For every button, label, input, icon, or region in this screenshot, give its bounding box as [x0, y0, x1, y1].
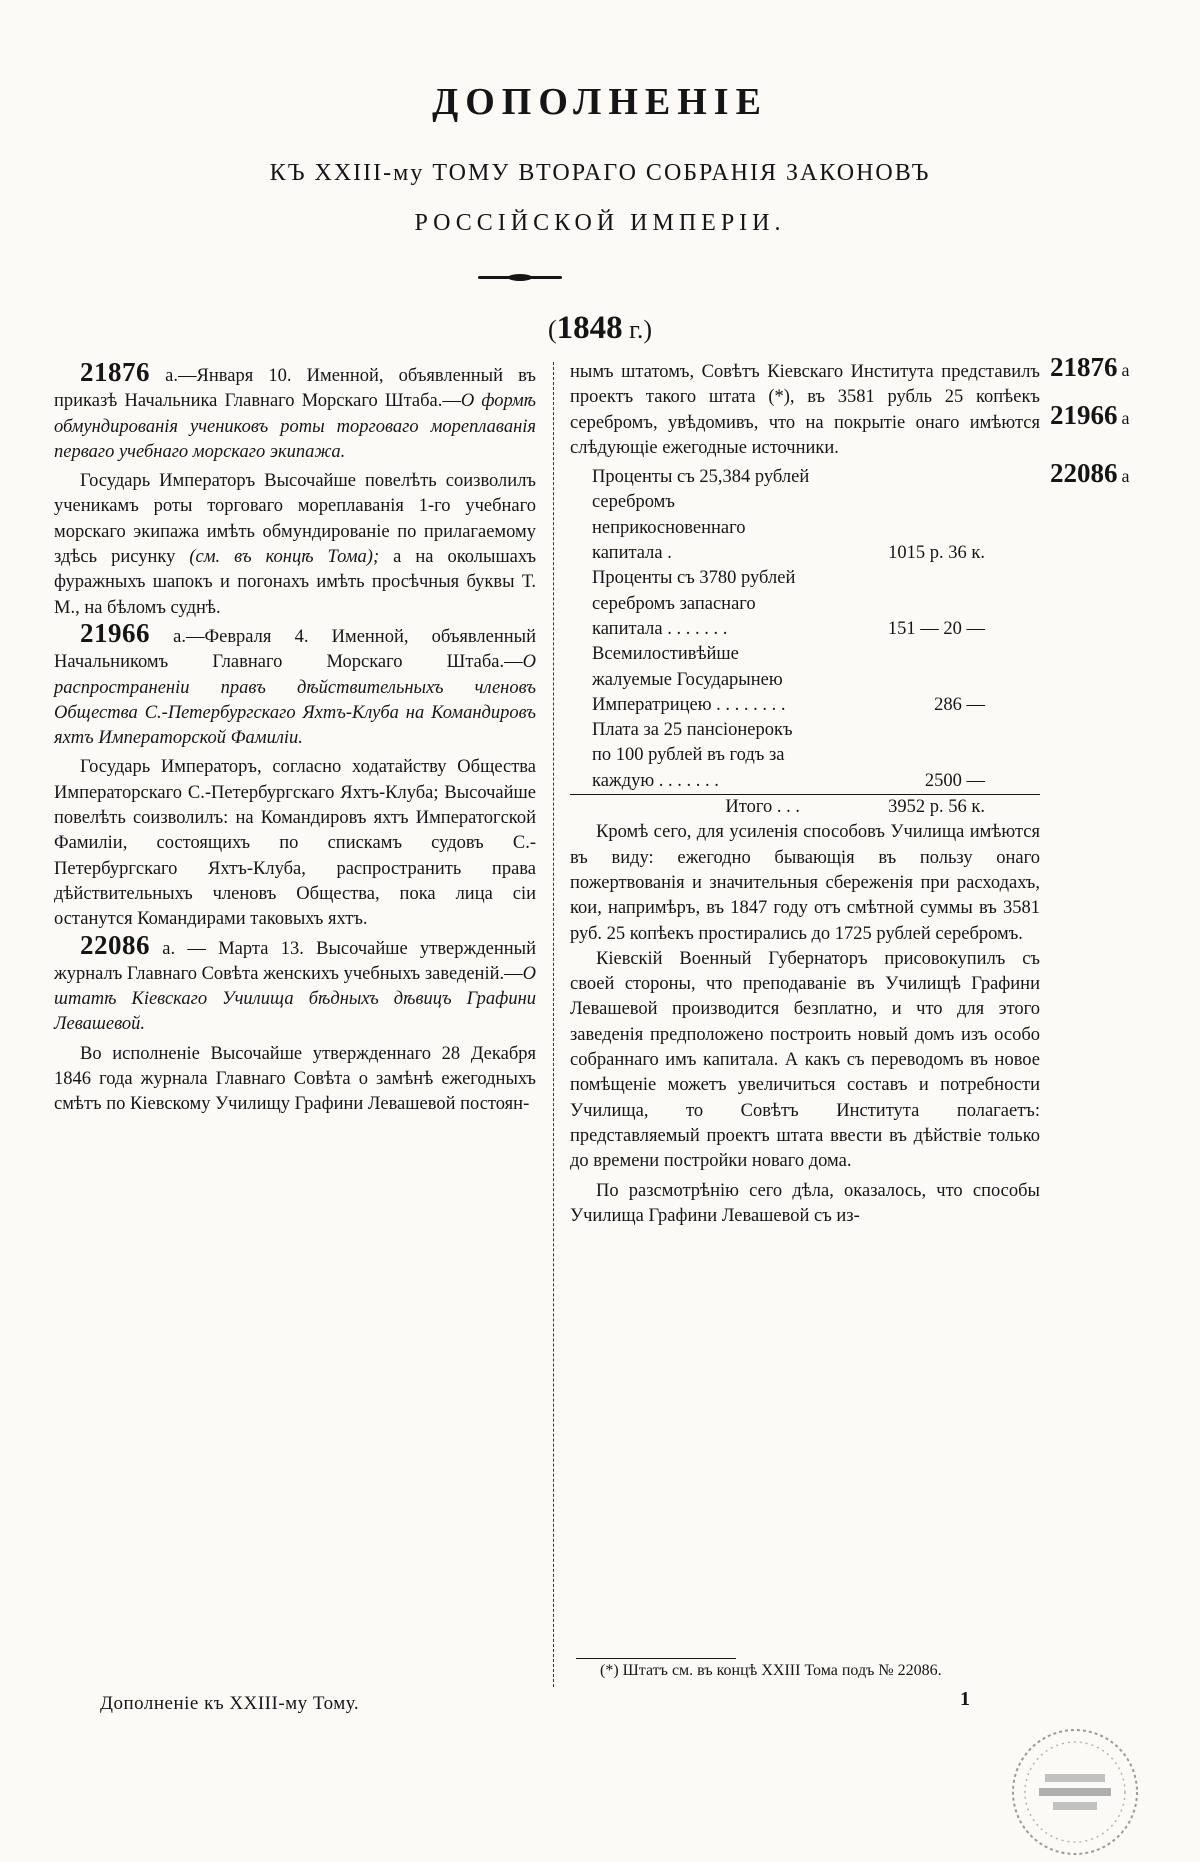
entry-21966-text: Государь Императоръ, согласно ходатайству Общества Императорскаго С.-Петербургскаго Яхтъ-Клуба; Высочайше повелѣть соизволилъ: на Командировъ яхтъ Импeратогской Фамиліи, состоящихъ по спискамъ судовъ С.-Петербургскаго Яхтъ-Клуба, распространить права дѣйствительныхъ членовъ Общества, пока лица сіи останутся Командирами таковыхъ яхтъ. — [54, 757, 536, 930]
entry-subject: О штатѣ Кіевскаго Училища бѣдныхъ дѣвицъ Графини Левашевой. — [54, 963, 536, 1035]
paragraph-donations: Кромѣ сего, для усиленія способовъ Училища имѣются въ виду: ежегодно бывающія въ пользу онаго пожертвованія и значительныя сбереженія при расходахъ, кои, напримѣръ, въ 1847 году отъ смѣтной суммы въ 3581 руб. 25 копѣекъ простирались до 1725 рублей серебромъ. — [570, 822, 1040, 944]
entry-head: а. — Марта 13. Высочайше утвержденный журналъ Главнаго Совѣта женскихъ учебныхъ заведеній.— — [54, 938, 536, 984]
year-number: 1848 — [556, 310, 623, 346]
margin-number-value: 21966 — [1050, 400, 1118, 430]
income-description: Проценты съ 3780 рублей серебромъ запаснаго капитала . . . . . . . — [592, 568, 796, 639]
income-row — [570, 718, 1040, 794]
entry-text: а на околышахъ фуражныхъ шапокъ и погонахъ имѣть просѣчныя буквы Т. М., на бѣломъ суднѣ. — [54, 547, 537, 618]
income-description: Всемилостивѣйше жалуемые Государынею Императрицею . . . . . . . . — [592, 644, 786, 715]
income-amount: 151 — 20 — — [887, 618, 985, 639]
entry-text-italic: (см. въ концѣ Тома); — [189, 547, 380, 568]
entry-number: 21876 — [80, 357, 150, 387]
margin-number — [1050, 458, 1130, 489]
paragraph-review: По разсмотрѣнію сего дѣла, оказалось, что способы Училища Графини Левашевой съ из- — [570, 1180, 1040, 1226]
entry-22086-heading — [54, 929, 536, 1038]
entry-subject: О распространеніи правъ дѣйствительныхъ членовъ Общества С.-Петербургскаго Яхтъ-Клуба на Командировъ яхтъ Императорской Фамиліи. — [54, 652, 536, 749]
margin-number-value: 21876 — [1050, 352, 1118, 382]
column-divider — [553, 362, 555, 1687]
margin-number-value: 22086 — [1050, 458, 1118, 488]
income-description: Плата за 25 пансіонерокъ по 100 рублей въ годъ за каждую . . . . . . . — [592, 720, 793, 791]
continuation-paragraph: нымъ штатомъ, Совѣтъ Кіевскаго Института представилъ проектъ такого штата (*), въ 3581 рубль 25 копѣекъ серебромъ, увѣдомивъ, что на покрытіе онаго имѣются слѣдующіе ежегодные источники. — [570, 362, 1040, 458]
year-heading — [0, 310, 1200, 347]
margin-number-suffix: а — [1121, 360, 1130, 380]
paragraph-governor: Кіевскій Военный Губернаторъ присовокупилъ съ своей стороны, что преподаваніе въ Училищѣ Графини Левашевой производится безплатно, и что для этого заведенія предположено построить новый домъ изъ особо собраннаго имъ капитала. А какъ съ переводомъ въ новое помѣщеніе можетъ увеличиться составъ и потребности Училища, то Совѣтъ Института полагаетъ: представляемый проектъ штата ввести въ дѣйствіе только до времени постройки новаго дома. — [570, 948, 1040, 1172]
entry-subject: О формѣ обмундированія учениковъ роты торговаго мореплаванія перваго учебнаго морскаго экипажа. — [54, 391, 536, 462]
income-description: Проценты съ 25,384 рублей серебромъ неприкосновеннаго капитала . — [592, 467, 810, 564]
entry-head: а.—Января 10. Именной, объявленный въ приказѣ Начальника Главнаго Морскаго Штаба.— — [54, 366, 536, 412]
entry-22086-text: Во исполненіе Высочайше утвержденнаго 28 Декабря 1846 года журнала Главнаго Совѣта о замѣнѣ ежегодныхъ смѣтъ по Кіевскому Училищу Графини Левашевой постоян- — [54, 1043, 536, 1115]
margin-number — [1050, 352, 1130, 383]
income-total-row — [570, 795, 1040, 821]
income-row — [570, 465, 1040, 566]
income-row — [570, 566, 1040, 642]
entry-number: 21966 — [80, 617, 150, 648]
income-amount: 1015 р. 36 к. — [888, 543, 985, 564]
income-amount: 2500 — — [924, 770, 985, 791]
entry-head: а.—Февраля 4. Именной, объявленный Начальникомъ Главнаго Морскаго Штаба.— — [54, 626, 536, 673]
running-footer: Дополненіе къ XXIII-му Тому. — [100, 1693, 360, 1714]
income-row — [570, 642, 1040, 718]
document-subtitle-line1: КЪ XXIII-му ТОМУ ВТОРАГО СОБРАНІЯ ЗАКОНОВЪ — [269, 160, 931, 186]
document-subtitle-line2: РОССІЙСКОЙ ИМПЕРІИ. — [414, 210, 786, 236]
entry-text: Государь Императоръ Высочайше повелѣть соизволилъ ученикамъ роты торговаго мореплаванія 1-го учебнаго морскаго экипажа имѣть обмундированіе по прилагаемому здѣсь рисунку — [54, 471, 536, 568]
income-total-label: Итого . . . — [570, 795, 810, 821]
margin-number-suffix: а — [1121, 466, 1130, 486]
entry-21966-heading — [54, 617, 536, 751]
income-table — [570, 465, 1040, 820]
right-column — [570, 360, 1040, 1229]
year-open: ( — [547, 315, 557, 344]
entry-number: 22086 — [80, 929, 150, 960]
income-total-value: 3952 р. 56 к. — [810, 795, 1040, 821]
ornamental-rule — [478, 276, 562, 279]
footnote: (*) Штатъ см. въ концѣ XXIII Тома подъ № 22086. — [600, 1662, 942, 1679]
entry-21876-heading — [54, 357, 536, 465]
library-stamp-icon — [1005, 1722, 1145, 1862]
income-amount: 286 — — [934, 694, 985, 715]
left-column — [54, 357, 537, 1118]
page-number: 1 — [960, 1688, 970, 1710]
footnote-rule — [576, 1658, 736, 1659]
margin-number-suffix: а — [1121, 408, 1130, 428]
margin-number — [1050, 400, 1130, 431]
year-close: г.) — [622, 315, 653, 344]
entry-21876-text — [54, 469, 536, 621]
document-title: ДОПОЛНЕНІЕ — [432, 81, 768, 123]
